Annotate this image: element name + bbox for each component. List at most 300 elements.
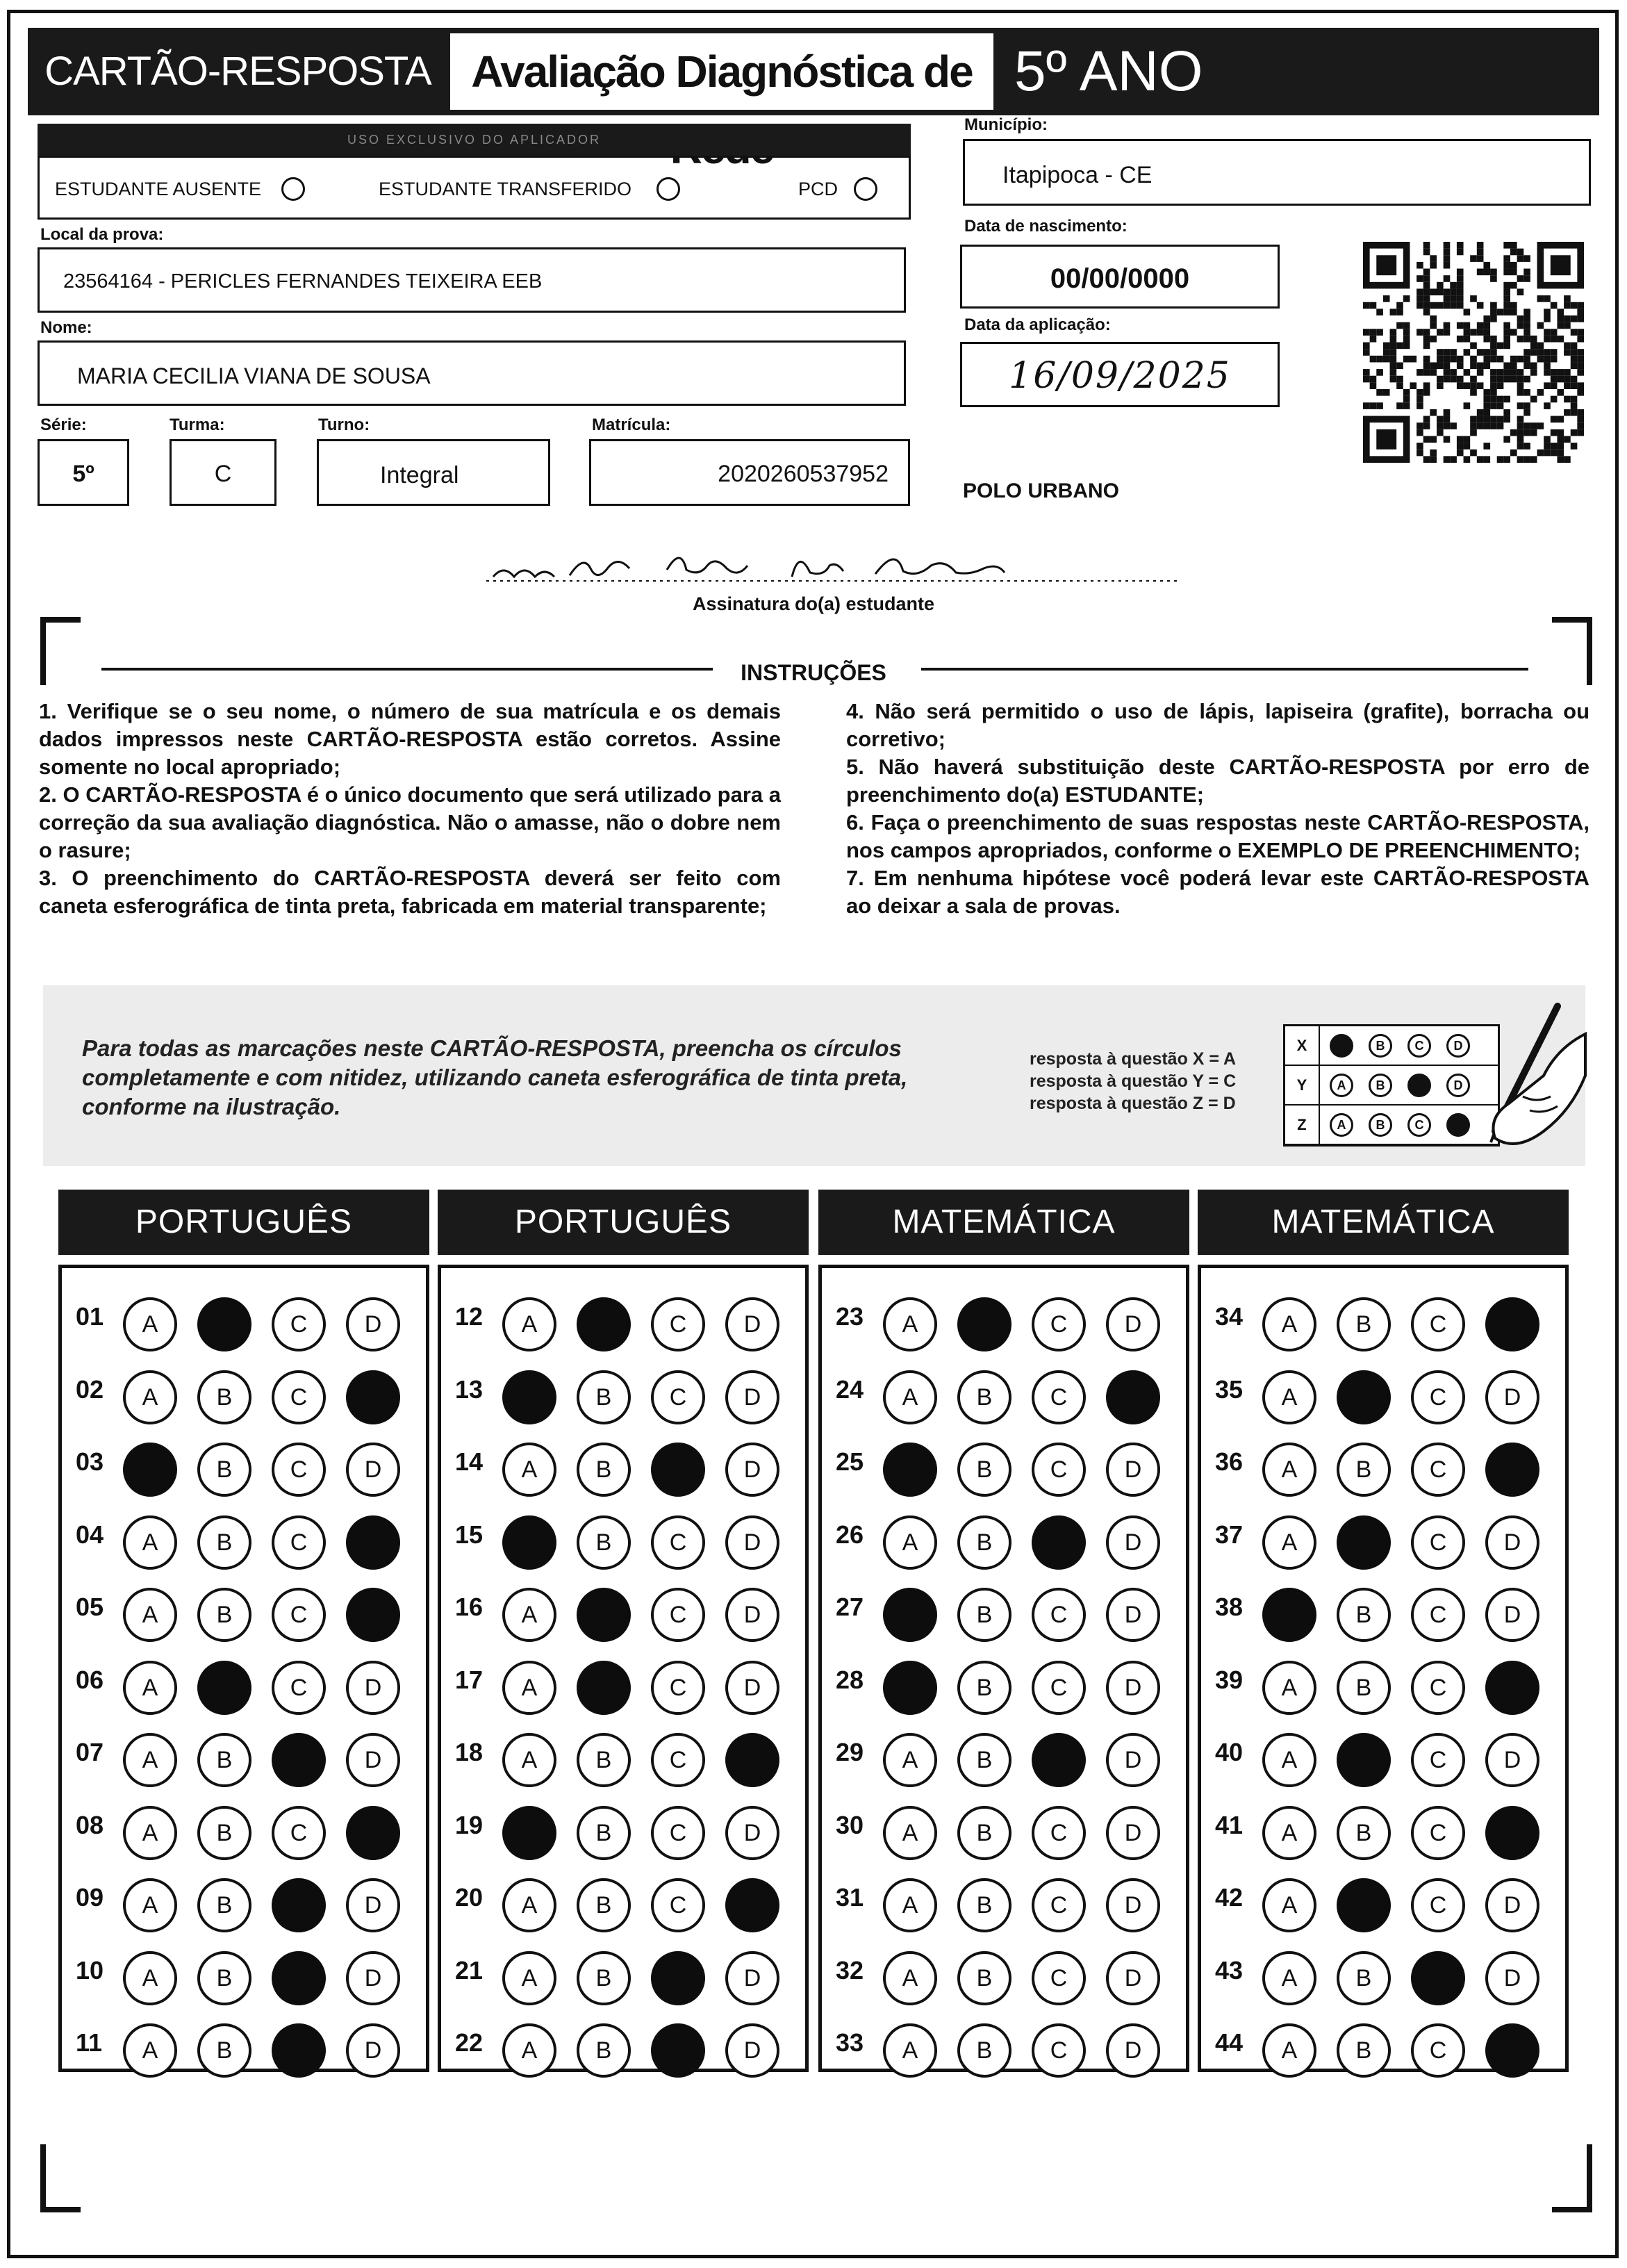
- answer-bubble-d[interactable]: D: [725, 1661, 779, 1715]
- answer-bubble-b[interactable]: B: [957, 1370, 1011, 1424]
- answer-bubble-c[interactable]: [1411, 1951, 1465, 2005]
- aplicacao-field: [960, 342, 1280, 407]
- answer-bubble-c[interactable]: C: [1411, 1297, 1465, 1351]
- answer-bubble-a[interactable]: A: [883, 1733, 937, 1787]
- answer-bubble-b[interactable]: [577, 1588, 631, 1642]
- question-number: 36: [1215, 1447, 1244, 1476]
- question-row: [1201, 1356, 1562, 1423]
- answer-bubble-c[interactable]: [272, 1733, 326, 1787]
- answer-bubble-a[interactable]: A: [123, 1951, 177, 2005]
- answer-bubble-d[interactable]: [725, 1733, 779, 1787]
- question-number: 28: [836, 1665, 864, 1694]
- answer-bubble-b[interactable]: B: [577, 2023, 631, 2078]
- example-row-label: Z: [1285, 1106, 1320, 1144]
- answer-bubble-c[interactable]: C: [1411, 1806, 1465, 1860]
- question-row: [441, 1502, 802, 1568]
- answer-bubble-c[interactable]: C: [1032, 1661, 1086, 1715]
- answer-bubble-a[interactable]: A: [1262, 1878, 1316, 1932]
- answer-bubble-b[interactable]: B: [957, 1951, 1011, 2005]
- answer-bubble-d[interactable]: D: [725, 1588, 779, 1642]
- answer-bubble-d[interactable]: D: [1485, 1515, 1539, 1570]
- answer-bubble-d[interactable]: [346, 1806, 400, 1860]
- answer-bubble-b[interactable]: B: [577, 1878, 631, 1932]
- example-legend-y: resposta à questão Y = C: [1030, 1071, 1237, 1091]
- question-number: 27: [836, 1593, 864, 1621]
- answer-bubble-a[interactable]: A: [1262, 2023, 1316, 2078]
- answer-bubble-a[interactable]: A: [883, 1806, 937, 1860]
- answer-bubble-a[interactable]: A: [1262, 1733, 1316, 1787]
- answer-bubble-a[interactable]: [1262, 1588, 1316, 1642]
- question-number: 41: [1215, 1810, 1244, 1839]
- aplicacao-value: 16/09/2025: [1009, 355, 1231, 397]
- answer-bubble-a[interactable]: A: [1262, 1661, 1316, 1715]
- answer-bubble-d[interactable]: D: [1106, 1951, 1160, 2005]
- answer-bubble-a[interactable]: A: [123, 1733, 177, 1787]
- answer-bubble-c[interactable]: C: [272, 1588, 326, 1642]
- answer-bubble-a[interactable]: A: [123, 2023, 177, 2078]
- answer-bubble-c[interactable]: C: [651, 1878, 705, 1932]
- answer-bubble-c[interactable]: C: [272, 1806, 326, 1860]
- answer-bubble-a[interactable]: A: [1262, 1297, 1316, 1351]
- answer-bubble-b[interactable]: B: [957, 1878, 1011, 1932]
- section-title: MATEMÁTICA: [818, 1190, 1189, 1255]
- section-title: PORTUGUÊS: [58, 1190, 429, 1255]
- municipio-value: Itapipoca - CE: [1002, 162, 1153, 188]
- answer-bubble-a[interactable]: [502, 1370, 556, 1424]
- answer-bubble-c[interactable]: C: [1032, 1878, 1086, 1932]
- answer-bubble-b[interactable]: B: [1337, 1443, 1391, 1497]
- question-number: 23: [836, 1302, 864, 1331]
- answer-bubble-c[interactable]: C: [1411, 1588, 1465, 1642]
- answer-bubble-d[interactable]: D: [725, 1806, 779, 1860]
- answer-bubble-b[interactable]: B: [197, 1443, 251, 1497]
- answer-bubble-d[interactable]: D: [1106, 1878, 1160, 1932]
- answer-bubble-b[interactable]: B: [197, 1806, 251, 1860]
- matricula-value: 2020260537952: [718, 461, 889, 487]
- turno-value: Integral: [380, 462, 459, 488]
- question-number: 02: [76, 1374, 104, 1404]
- answer-bubble-d[interactable]: [346, 1515, 400, 1570]
- answer-bubble-c[interactable]: [272, 1951, 326, 2005]
- answer-bubble-b[interactable]: [577, 1297, 631, 1351]
- answer-bubble-a[interactable]: A: [883, 1297, 937, 1351]
- answer-bubble-b[interactable]: B: [957, 1733, 1011, 1787]
- answer-bubble-b[interactable]: [1337, 1733, 1391, 1787]
- answer-bubble-a[interactable]: A: [123, 1878, 177, 1932]
- question-row: [1201, 1502, 1562, 1568]
- answer-bubble-a[interactable]: A: [883, 1515, 937, 1570]
- answer-bubble-b[interactable]: B: [577, 1733, 631, 1787]
- question-row: [1201, 1647, 1562, 1714]
- answer-bubble-d[interactable]: [1485, 2023, 1539, 2078]
- question-number: 31: [836, 1883, 864, 1912]
- answer-bubble-c[interactable]: C: [1032, 1588, 1086, 1642]
- instruction-1: 1. Verifique se o seu nome, o número de sua matrícula e os demais dados impressos neste CARTÃO-RESPOSTA estão corretos. Assine somente no local apropriado;: [39, 699, 781, 779]
- answer-bubble-b[interactable]: B: [1337, 1806, 1391, 1860]
- turma-value: C: [214, 461, 232, 487]
- answer-bubble-b[interactable]: B: [197, 1370, 251, 1424]
- example-bubble-a: A: [1330, 1113, 1353, 1137]
- question-number: 17: [455, 1665, 484, 1694]
- answer-bubble-b[interactable]: [197, 1297, 251, 1351]
- corner-mark-bottom-left: [40, 2144, 81, 2212]
- answer-bubble-a[interactable]: A: [502, 1951, 556, 2005]
- question-number: 12: [455, 1302, 484, 1331]
- answer-bubble-d[interactable]: [1485, 1806, 1539, 1860]
- answer-bubble-b[interactable]: B: [1337, 1588, 1391, 1642]
- municipio-label: Município:: [964, 115, 1048, 134]
- question-row: [62, 1864, 423, 1931]
- answer-bubble-d[interactable]: D: [1106, 1297, 1160, 1351]
- question-row: [822, 2010, 1183, 2076]
- answer-bubble-d[interactable]: [1485, 1297, 1539, 1351]
- answer-bubble-c[interactable]: C: [651, 1661, 705, 1715]
- answer-bubble-b[interactable]: [1337, 1515, 1391, 1570]
- answer-bubble-d[interactable]: D: [1106, 1443, 1160, 1497]
- local-field: [38, 247, 906, 313]
- exam-title: Avaliação Diagnóstica de: [450, 33, 993, 110]
- answer-bubble-d[interactable]: D: [725, 1297, 779, 1351]
- answer-bubble-c[interactable]: C: [1411, 1515, 1465, 1570]
- turno-label: Turno:: [318, 416, 370, 434]
- answer-bubble-b[interactable]: B: [1337, 1297, 1391, 1351]
- answer-bubble-b[interactable]: B: [577, 1370, 631, 1424]
- local-value: 23564164 - PERICLES FERNANDES TEIXEIRA EEB: [63, 270, 543, 293]
- answer-bubble-c[interactable]: C: [651, 1370, 705, 1424]
- question-number: 44: [1215, 2028, 1244, 2057]
- question-number: 16: [455, 1593, 484, 1621]
- answer-bubble-c[interactable]: C: [1032, 1370, 1086, 1424]
- turno-field: [317, 439, 550, 506]
- answer-bubble-b[interactable]: B: [1337, 1951, 1391, 2005]
- answer-bubble-c[interactable]: C: [651, 1733, 705, 1787]
- answer-bubble-b[interactable]: B: [577, 1806, 631, 1860]
- section-answer-box: [58, 1265, 429, 2072]
- answer-bubble-a[interactable]: A: [502, 1588, 556, 1642]
- section-title: PORTUGUÊS: [438, 1190, 809, 1255]
- answer-bubble-d[interactable]: D: [346, 1878, 400, 1932]
- question-number: 25: [836, 1447, 864, 1476]
- answer-bubble-a[interactable]: A: [502, 1878, 556, 1932]
- answer-bubble-c[interactable]: C: [1411, 1733, 1465, 1787]
- answer-bubble-b[interactable]: [1337, 1878, 1391, 1932]
- question-number: 11: [76, 2028, 103, 2057]
- example-row-label: X: [1285, 1026, 1320, 1065]
- answer-bubble-a[interactable]: [123, 1443, 177, 1497]
- answer-bubble-c[interactable]: [272, 2023, 326, 2078]
- answer-bubble-d[interactable]: D: [1106, 1661, 1160, 1715]
- answer-bubble-d[interactable]: D: [346, 1733, 400, 1787]
- question-row: [441, 1647, 802, 1714]
- answer-bubble-a[interactable]: A: [123, 1588, 177, 1642]
- answer-bubble-b[interactable]: B: [577, 1951, 631, 2005]
- answer-bubble-b[interactable]: B: [577, 1515, 631, 1570]
- question-number: 04: [76, 1520, 104, 1549]
- transferred-label: ESTUDANTE TRANSFERIDO: [379, 179, 632, 199]
- question-row: [1201, 1792, 1562, 1859]
- example-bubble-d: D: [1446, 1074, 1470, 1097]
- answer-bubble-c[interactable]: C: [1032, 1443, 1086, 1497]
- instruction-6: 6. Faça o preenchimento de suas respostas neste CARTÃO-RESPOSTA, nos campos apropriados, conforme o EXEMPLO DE PREENCHIMENTO;: [846, 810, 1589, 862]
- absent-checkbox[interactable]: [281, 177, 305, 201]
- answer-bubble-d[interactable]: D: [1485, 1878, 1539, 1932]
- answer-bubble-b[interactable]: B: [197, 2023, 251, 2078]
- answer-bubble-c[interactable]: C: [1411, 2023, 1465, 2078]
- question-row: [62, 1792, 423, 1859]
- question-row: [822, 1283, 1183, 1350]
- answer-bubble-a[interactable]: A: [883, 1370, 937, 1424]
- answer-bubble-c[interactable]: C: [1032, 1806, 1086, 1860]
- corner-mark-bottom-right: [1552, 2144, 1592, 2212]
- question-number: 42: [1215, 1883, 1244, 1912]
- example-bubble-b: B: [1369, 1113, 1392, 1137]
- answer-bubble-a[interactable]: A: [123, 1515, 177, 1570]
- question-number: 09: [76, 1883, 104, 1912]
- answer-bubble-d[interactable]: D: [346, 1443, 400, 1497]
- answer-bubble-d[interactable]: D: [346, 1951, 400, 2005]
- example-bubble-a: A: [1330, 1074, 1353, 1097]
- answer-bubble-c[interactable]: [651, 1951, 705, 2005]
- answer-bubble-d[interactable]: D: [1106, 1588, 1160, 1642]
- hand-pen-icon: [1467, 999, 1592, 1159]
- answer-bubble-c[interactable]: C: [651, 1515, 705, 1570]
- question-row: [62, 1574, 423, 1641]
- answer-bubble-a[interactable]: A: [123, 1661, 177, 1715]
- header-bar: [28, 28, 1599, 115]
- turma-label: Turma:: [170, 416, 225, 434]
- answer-bubble-b[interactable]: B: [197, 1733, 251, 1787]
- answer-bubble-a[interactable]: A: [502, 2023, 556, 2078]
- answer-bubble-a[interactable]: A: [502, 1297, 556, 1351]
- answer-bubble-c[interactable]: C: [272, 1443, 326, 1497]
- answer-bubble-c[interactable]: C: [651, 1297, 705, 1351]
- answer-bubble-d[interactable]: D: [1485, 1951, 1539, 2005]
- question-number: 06: [76, 1665, 104, 1694]
- answer-bubble-a[interactable]: [502, 1806, 556, 1860]
- nascimento-field: [960, 245, 1280, 309]
- answer-bubble-a[interactable]: A: [1262, 1515, 1316, 1570]
- question-row: [1201, 1429, 1562, 1495]
- question-number: 34: [1215, 1302, 1244, 1331]
- answer-bubble-a[interactable]: A: [123, 1297, 177, 1351]
- example-bubble-a: [1330, 1034, 1353, 1058]
- answer-bubble-a[interactable]: A: [883, 2023, 937, 2078]
- serie-field: [38, 439, 129, 506]
- answer-bubble-b[interactable]: B: [197, 1878, 251, 1932]
- answer-bubble-a[interactable]: [883, 1661, 937, 1715]
- answer-bubble-c[interactable]: C: [272, 1297, 326, 1351]
- matricula-label: Matrícula:: [592, 416, 671, 434]
- answer-bubble-d[interactable]: D: [1106, 2023, 1160, 2078]
- answer-bubble-a[interactable]: [502, 1515, 556, 1570]
- answer-bubble-b[interactable]: B: [197, 1588, 251, 1642]
- answer-bubble-a[interactable]: A: [502, 1443, 556, 1497]
- answer-bubble-c[interactable]: C: [1411, 1878, 1465, 1932]
- qr-code: [1363, 242, 1584, 463]
- answer-bubble-d[interactable]: [346, 1588, 400, 1642]
- answer-bubble-c[interactable]: C: [1032, 2023, 1086, 2078]
- question-row: [62, 1719, 423, 1786]
- answer-bubble-a[interactable]: A: [123, 1806, 177, 1860]
- answer-bubble-b[interactable]: B: [957, 1661, 1011, 1715]
- status-options: [38, 156, 911, 220]
- example-row: [1285, 1026, 1498, 1066]
- answer-bubble-c[interactable]: C: [651, 1588, 705, 1642]
- answer-bubble-c[interactable]: C: [1411, 1370, 1465, 1424]
- example-bubble-d: [1446, 1113, 1470, 1137]
- answer-bubble-c[interactable]: C: [272, 1370, 326, 1424]
- question-row: [441, 1792, 802, 1859]
- answer-bubble-c[interactable]: [272, 1878, 326, 1932]
- answer-bubble-b[interactable]: [1337, 1370, 1391, 1424]
- question-number: 21: [455, 1955, 484, 1984]
- question-row: [441, 1356, 802, 1423]
- answer-bubble-a[interactable]: A: [502, 1661, 556, 1715]
- answer-bubble-d[interactable]: D: [1106, 1733, 1160, 1787]
- answer-bubble-b[interactable]: [197, 1661, 251, 1715]
- answer-bubble-a[interactable]: A: [1262, 1443, 1316, 1497]
- answer-bubble-a[interactable]: A: [883, 1951, 937, 2005]
- answer-bubble-d[interactable]: [1485, 1443, 1539, 1497]
- question-number: 43: [1215, 1955, 1244, 1984]
- answer-bubble-d[interactable]: [346, 1370, 400, 1424]
- answer-bubble-c[interactable]: C: [651, 1806, 705, 1860]
- example-bubble-c: C: [1407, 1034, 1431, 1058]
- name-field: [38, 340, 906, 406]
- question-number: 26: [836, 1520, 864, 1549]
- answer-bubble-c[interactable]: C: [1411, 1661, 1465, 1715]
- transferred-checkbox[interactable]: [656, 177, 680, 201]
- example-legend-z: resposta à questão Z = D: [1030, 1094, 1236, 1113]
- polo-label: POLO URBANO: [963, 479, 1119, 502]
- question-row: [441, 1937, 802, 2004]
- answer-bubble-a[interactable]: [883, 1588, 937, 1642]
- example-text: Para todas as marcações neste CARTÃO-RESPOSTA, preencha os círculos completamente e com nitidez, utilizando caneta esferográfica de tinta preta, conforme na ilustração.: [82, 1035, 908, 1119]
- example-row: [1285, 1106, 1498, 1145]
- question-row: [1201, 1574, 1562, 1641]
- question-row: [822, 1864, 1183, 1931]
- answer-bubble-b[interactable]: B: [957, 1806, 1011, 1860]
- answer-bubble-d[interactable]: D: [1485, 1733, 1539, 1787]
- answer-bubble-d[interactable]: D: [346, 1661, 400, 1715]
- question-row: [62, 2010, 423, 2076]
- example-bubble-c: C: [1407, 1113, 1431, 1137]
- question-number: 33: [836, 2028, 864, 2057]
- answer-bubble-c[interactable]: [651, 1443, 705, 1497]
- question-row: [62, 1283, 423, 1350]
- answer-bubble-b[interactable]: B: [197, 1515, 251, 1570]
- question-number: 35: [1215, 1374, 1244, 1404]
- pcd-checkbox[interactable]: [854, 177, 877, 201]
- question-row: [822, 1574, 1183, 1641]
- section-answer-box: [438, 1265, 809, 2072]
- answer-bubble-a[interactable]: A: [1262, 1370, 1316, 1424]
- instructions-left: [39, 698, 781, 920]
- answer-bubble-d[interactable]: D: [1106, 1806, 1160, 1860]
- answer-bubble-b[interactable]: B: [957, 2023, 1011, 2078]
- instruction-5: 5. Não haverá substituição deste CARTÃO-RESPOSTA por erro de preenchimento do(a) ESTUDANTE;: [846, 755, 1589, 807]
- question-number: 03: [76, 1447, 104, 1476]
- answer-bubble-d[interactable]: [1106, 1370, 1160, 1424]
- answer-bubble-b[interactable]: B: [957, 1443, 1011, 1497]
- answer-bubble-c[interactable]: C: [1032, 1951, 1086, 2005]
- filling-example-panel: [43, 985, 1585, 1166]
- answer-bubble-c[interactable]: C: [1032, 1297, 1086, 1351]
- answer-bubble-a[interactable]: A: [1262, 1806, 1316, 1860]
- answer-bubble-a[interactable]: A: [1262, 1951, 1316, 2005]
- answer-bubble-c[interactable]: C: [1411, 1443, 1465, 1497]
- question-row: [441, 1283, 802, 1350]
- answer-bubble-a[interactable]: A: [502, 1733, 556, 1787]
- answer-bubble-d[interactable]: D: [725, 1515, 779, 1570]
- question-number: 37: [1215, 1520, 1244, 1549]
- answer-bubble-b[interactable]: [957, 1297, 1011, 1351]
- instruction-3: 3. O preenchimento do CARTÃO-RESPOSTA deverá ser feito com caneta esferográfica de tinta preta, fabricada em material transparente;: [39, 866, 781, 918]
- answer-bubble-d[interactable]: D: [1106, 1515, 1160, 1570]
- answer-bubble-d[interactable]: D: [725, 1951, 779, 2005]
- answer-bubble-c[interactable]: [1032, 1733, 1086, 1787]
- answer-bubble-b[interactable]: B: [957, 1515, 1011, 1570]
- answer-bubble-a[interactable]: A: [883, 1878, 937, 1932]
- municipio-field: [963, 139, 1591, 206]
- section-title: MATEMÁTICA: [1198, 1190, 1569, 1255]
- name-value: MARIA CECILIA VIANA DE SOUSA: [77, 363, 431, 388]
- answer-bubble-c[interactable]: [651, 2023, 705, 2078]
- answer-bubble-a[interactable]: [883, 1443, 937, 1497]
- answer-bubble-c[interactable]: [1032, 1515, 1086, 1570]
- question-row: [441, 2010, 802, 2076]
- serie-label: Série:: [40, 416, 87, 434]
- answer-bubble-b[interactable]: [577, 1661, 631, 1715]
- answer-bubble-c[interactable]: C: [272, 1515, 326, 1570]
- answer-bubble-b[interactable]: B: [957, 1588, 1011, 1642]
- question-row: [62, 1356, 423, 1423]
- question-row: [822, 1937, 1183, 2004]
- question-number: 14: [455, 1447, 484, 1476]
- nascimento-value: 00/00/0000: [1050, 263, 1190, 294]
- answer-bubble-b[interactable]: B: [577, 1443, 631, 1497]
- answer-bubble-d[interactable]: D: [346, 1297, 400, 1351]
- pcd-label: PCD: [798, 179, 839, 199]
- answer-bubble-c[interactable]: C: [272, 1661, 326, 1715]
- answer-bubble-d[interactable]: D: [725, 2023, 779, 2078]
- answer-bubble-d[interactable]: [1485, 1661, 1539, 1715]
- question-number: 13: [455, 1374, 484, 1404]
- question-row: [62, 1502, 423, 1568]
- applicator-bar: USO EXCLUSIVO DO APLICADOR: [38, 124, 911, 156]
- answer-bubble-d[interactable]: D: [725, 1370, 779, 1424]
- answer-bubble-a[interactable]: A: [123, 1370, 177, 1424]
- question-number: 08: [76, 1810, 104, 1839]
- question-row: [1201, 1864, 1562, 1931]
- answer-bubble-d[interactable]: [725, 1878, 779, 1932]
- answer-bubble-d[interactable]: D: [1485, 1588, 1539, 1642]
- answer-bubble-d[interactable]: D: [1485, 1370, 1539, 1424]
- question-number: 15: [455, 1520, 484, 1549]
- signature-image: [486, 549, 1181, 591]
- answer-bubble-d[interactable]: D: [346, 2023, 400, 2078]
- section-answer-box: [818, 1265, 1189, 2072]
- question-row: [441, 1429, 802, 1495]
- question-row: [62, 1937, 423, 2004]
- answer-bubble-b[interactable]: B: [197, 1951, 251, 2005]
- grade-title: 5º ANO: [1014, 40, 1203, 103]
- answer-bubble-d[interactable]: D: [725, 1443, 779, 1497]
- answer-bubble-b[interactable]: B: [1337, 2023, 1391, 2078]
- question-number: 24: [836, 1374, 864, 1404]
- example-bubble-b: B: [1369, 1074, 1392, 1097]
- answer-bubble-b[interactable]: B: [1337, 1661, 1391, 1715]
